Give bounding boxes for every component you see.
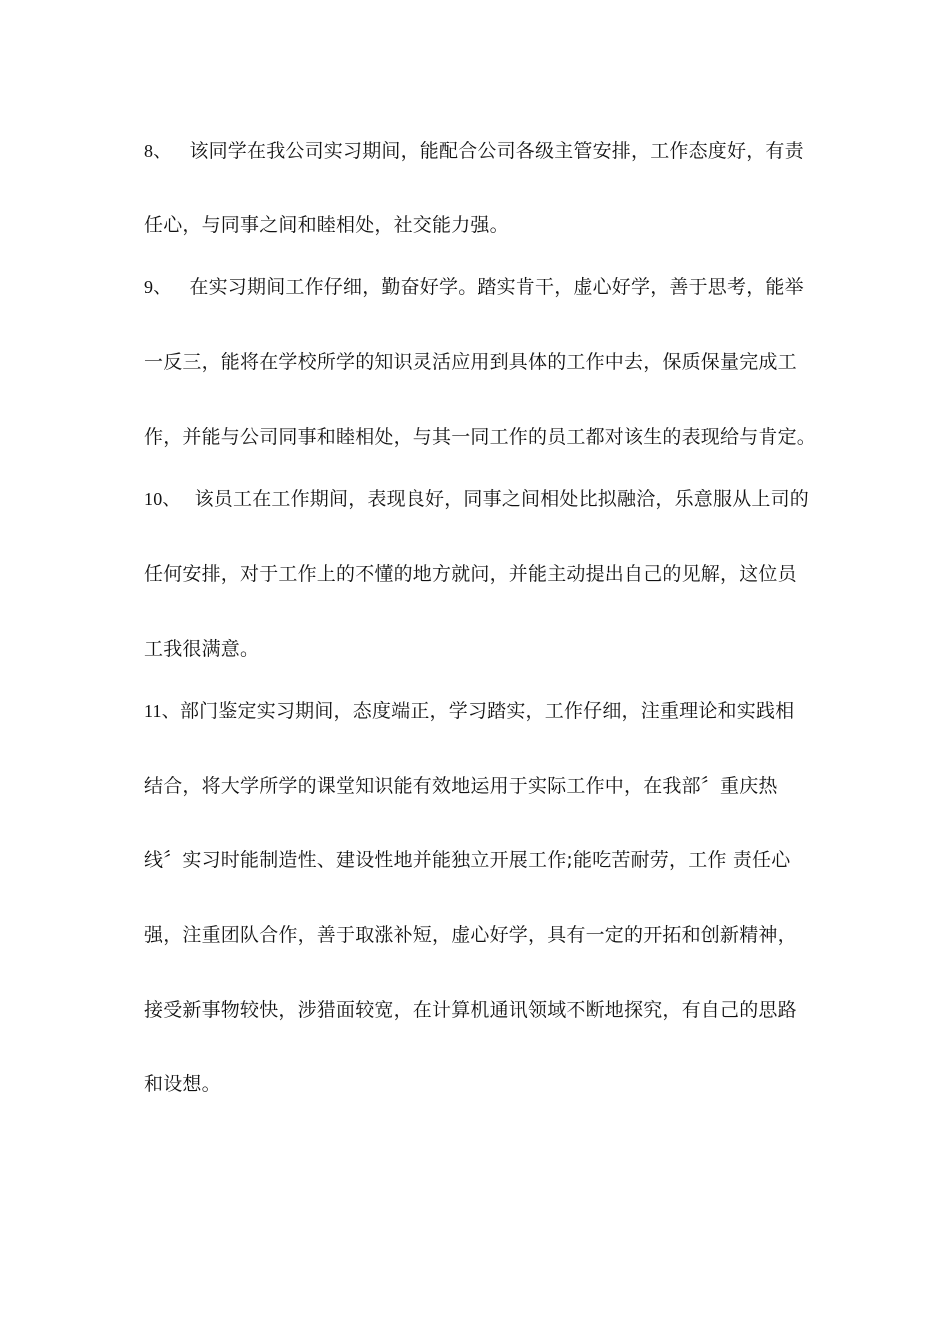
item-10-line-3: 工我很满意。 — [144, 638, 260, 660]
item-11-line-4: 强，注重团队合作，善于取涨补短，虚心好学，具有一定的开拓和创新精神， — [144, 924, 797, 946]
item-11-line-2: 结合，将大学所学的课堂知识能有效地运用于实际工作中，在我部〞重庆热 — [144, 775, 778, 797]
item-10-line-1 — [144, 484, 809, 514]
item-text: 在实习期间工作仔细，勤奋好学。踏实肯干，虚心好学，善于思考，能举 — [189, 276, 804, 298]
item-10-line-2: 任何安排，对于工作上的不懂的地方就问，并能主动提出自己的见解，这位员 — [144, 563, 797, 585]
item-number: 8、 — [144, 141, 172, 161]
item-text: 该员工在工作期间，表现良好，同事之间相处比拟融洽，乐意服从上司的 — [194, 488, 810, 510]
item-9-line-3: 作，并能与公司同事和睦相处，与其一同工作的员工都对该生的表现给与肯定。 — [144, 426, 817, 448]
item-number: 9、 — [144, 277, 172, 297]
item-text: 该同学在我公司实习期间，能配合公司各级主管安排，工作态度好，有责 — [189, 140, 804, 162]
item-number: 10、 — [144, 489, 181, 509]
item-number: 11、 — [144, 701, 180, 721]
item-9-line-1 — [144, 272, 804, 302]
item-text: 部门鉴定实习期间，态度端正，学习踏实，工作仔细，注重理论和实践相 — [179, 700, 795, 722]
item-8-line-2: 任心，与同事之间和睦相处，社交能力强。 — [144, 214, 509, 236]
item-11-line-1 — [144, 696, 794, 726]
item-11-line-3: 线〞实习时能制造性、建设性地并能独立开展工作;能吃苦耐劳，工作 责任心 — [144, 849, 791, 871]
item-8-line-1 — [144, 136, 804, 166]
item-11-line-5: 接受新事物较快，涉猎面较宽，在计算机通讯领域不断地探究，有自己的思路 — [144, 999, 797, 1021]
item-11-line-6: 和设想。 — [144, 1073, 221, 1095]
item-9-line-2: 一反三，能将在学校所学的知识灵活应用到具体的工作中去，保质保量完成工 — [144, 351, 797, 373]
